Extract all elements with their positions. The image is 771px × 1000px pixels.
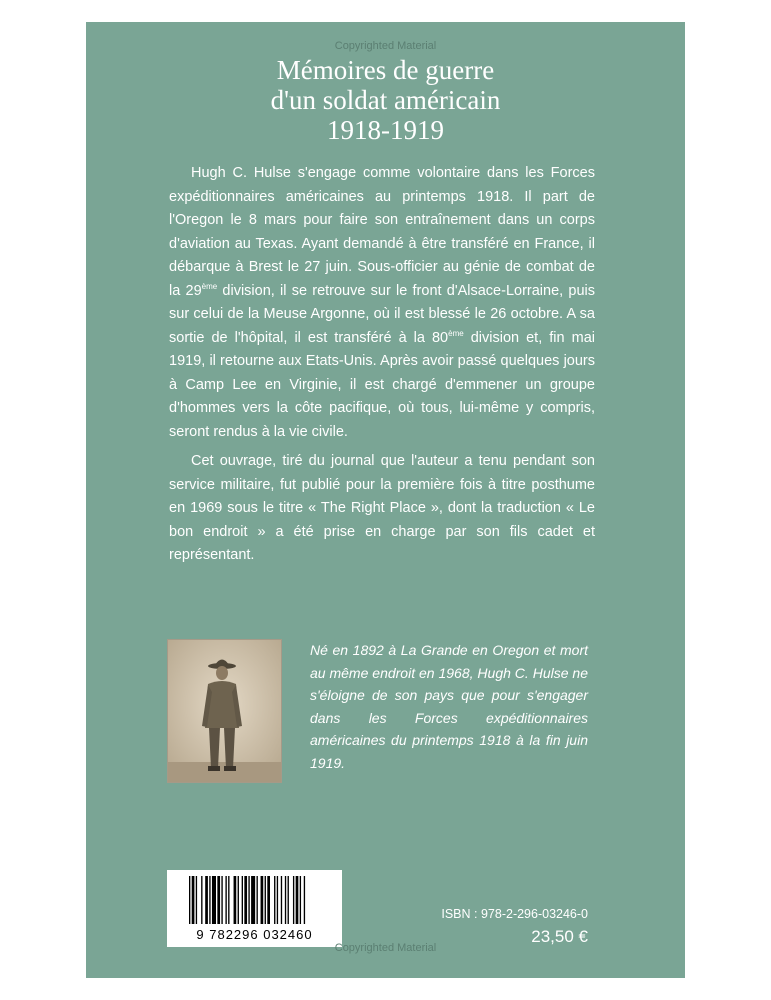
barcode-bar <box>267 876 270 924</box>
barcode-bar <box>225 876 226 924</box>
p1-part3: division et, fin mai 1919, il retourne aux Etats-Unis. Après avoir passé quelques jours à Camp Lee en Virginie, il est chargé d'emmener un groupe d'hommes vers la côte pacifique, où tous, lui-même y compris, seront rendus à la vie civile. <box>169 329 595 440</box>
barcode-bar <box>265 876 266 924</box>
barcode-bar <box>285 876 286 924</box>
p1-sup1: ème <box>201 281 218 291</box>
barcode-bar <box>281 876 282 924</box>
barcode-bar <box>189 876 190 924</box>
summary-text <box>169 162 595 574</box>
title-line-3: 1918-1919 <box>327 115 444 145</box>
barcode-bar <box>293 876 294 924</box>
barcode-bar <box>234 876 237 924</box>
barcode-bar <box>248 876 249 924</box>
soldier-portrait-image <box>168 640 281 782</box>
watermark-bottom: Copyrighted Material <box>334 942 437 954</box>
barcode-bar <box>238 876 239 924</box>
barcode-digits: 9 782296 032460 <box>196 927 313 942</box>
isbn: ISBN : 978-2-296-03246-0 <box>441 907 588 921</box>
p1-sup2: ème <box>448 328 464 338</box>
author-photo <box>167 639 282 783</box>
barcode-bar <box>242 876 243 924</box>
barcode-bar <box>244 876 247 924</box>
author-bio: Né en 1892 à La Grande en Oregon et mort au même endroit en 1968, Hugh C. Hulse ne s'éloigne de son pays que pour s'engager dans les Forces expéditionnaires américaines du printemps 1918 à la fin juin 1919. <box>310 642 588 771</box>
summary-paragraph-2: Cet ouvrage, tiré du journal que l'auteur a tenu pendant son service militaire, fut publié pour la première fois à titre posthume en 1969 sous le titre « The Right Place », dont la traduction « Le bon endroit » a été prise en charge par son fils cadet et représentant. <box>169 453 595 563</box>
barcode-bar <box>261 876 264 924</box>
p1-part1: Hugh C. Hulse s'engage comme volontaire dans les Forces expéditionnaires américaines au printemps 1918. Il part de l'Oregon le 8 mars pour faire son entraînement dans un corps d'aviation au Texas. Ayant demandé à être transféré en France, il débarque à Brest le 27 juin. Sous-officier au génie de combat de la 29 <box>169 165 595 299</box>
barcode-bars <box>167 870 342 930</box>
barcode-bar <box>209 876 210 924</box>
barcode-bar <box>304 876 305 924</box>
barcode-bar <box>277 876 278 924</box>
p1-part2: division, il se retrouve sur le front d'Alsace-Lorraine, puis sur celui de la Meuse Argonne, où il est blessé le 26 octobre. A sa sortie de l'hôpital, il est transféré à la 80 <box>169 282 595 346</box>
barcode-bar <box>257 876 258 924</box>
barcode-bar <box>192 876 195 924</box>
book-title <box>86 55 685 145</box>
barcode-bar <box>212 876 216 924</box>
price: 23,50 € <box>531 927 588 946</box>
back-cover <box>86 22 685 978</box>
summary-paragraph-1 <box>169 162 595 444</box>
barcode-bar <box>205 876 208 924</box>
title-line-1: Mémoires de guerre <box>276 55 495 85</box>
barcode-bar <box>296 876 299 924</box>
barcode-bar <box>288 876 289 924</box>
barcode-bar <box>274 876 275 924</box>
barcode-bar <box>217 876 220 924</box>
barcode-bar <box>300 876 301 924</box>
barcode-bar <box>196 876 197 924</box>
barcode <box>167 870 342 947</box>
barcode-bar <box>221 876 222 924</box>
barcode-bar <box>228 876 229 924</box>
barcode-bar <box>251 876 255 924</box>
barcode-bar <box>201 876 202 924</box>
title-line-2: d'un soldat américain <box>270 85 501 115</box>
watermark-top: Copyrighted Material <box>334 40 437 52</box>
